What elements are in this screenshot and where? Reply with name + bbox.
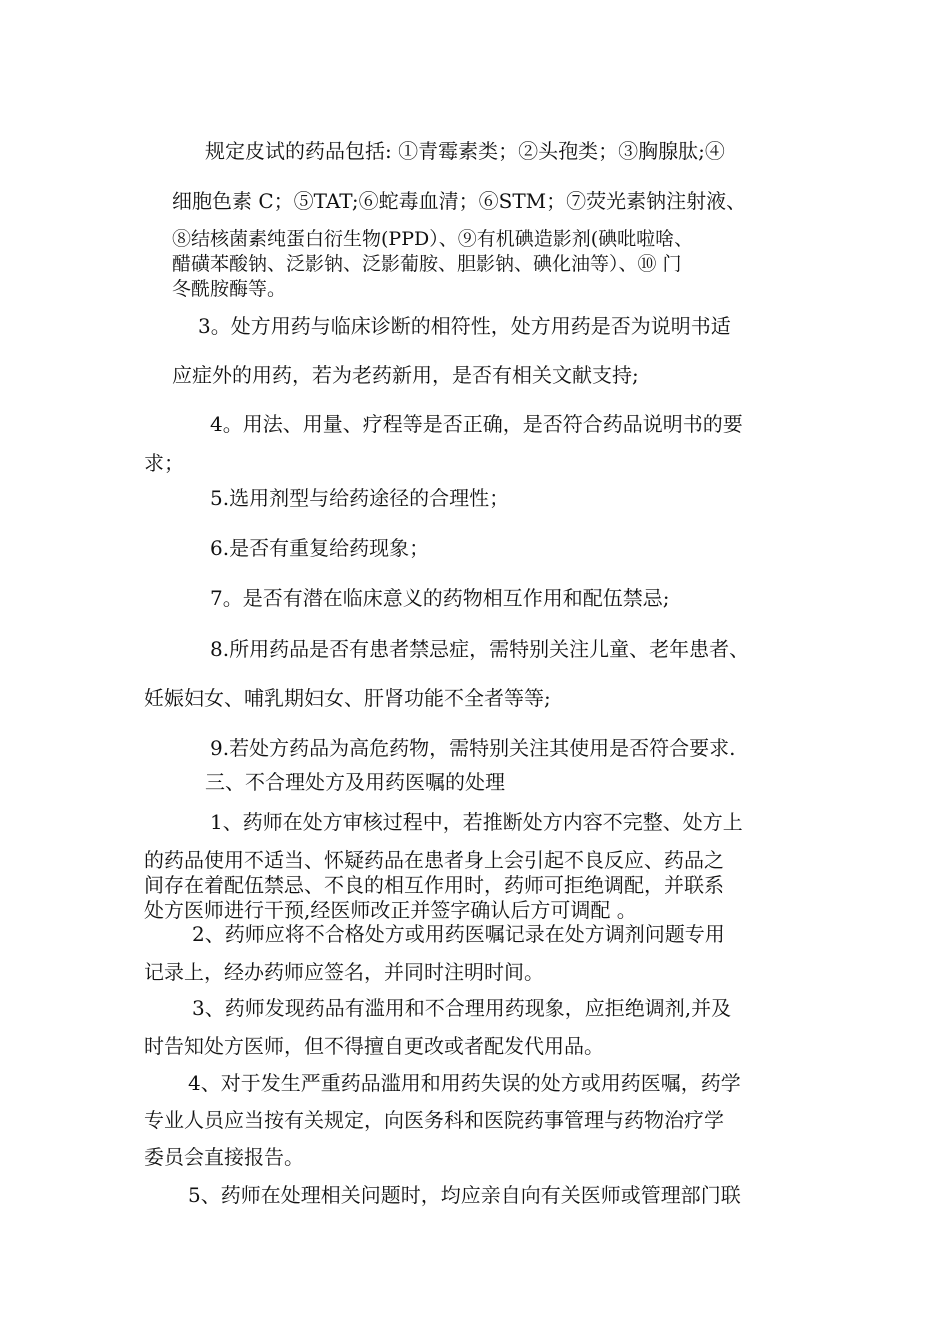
text-line: ⑧结核菌素纯蛋白衍生物(PPD）、⑨有机碘造影剂(碘吡啦啥、 <box>172 228 694 250</box>
text-line: 醋磺苯酸钠、泛影钠、泛影葡胺、胆影钠、碘化油等）、⑩ 门 <box>172 253 682 275</box>
text-line: 7。是否有潜在临床意义的药物相互作用和配伍禁忌; <box>210 586 670 610</box>
text-line: 5、药师在处理相关问题时，均应亲自向有关医师或管理部门联 <box>188 1183 741 1207</box>
text-line: 的药品使用不适当、怀疑药品在患者身上会引起不良反应、药品之 <box>144 848 724 872</box>
text-line: 5.选用剂型与给药途径的合理性； <box>210 486 510 510</box>
text-line: 8.所用药品是否有患者禁忌症，需特别关注儿童、老年患者、 <box>210 637 750 661</box>
text-line: 委员会直接报告。 <box>144 1145 304 1169</box>
text-line: 求； <box>144 451 184 475</box>
text-line: 冬酰胺酶等。 <box>172 278 287 300</box>
text-line: 9.若处方药品为高危药物，需特别关注其使用是否符合要求. <box>210 736 736 760</box>
text-line: 专业人员应当按有关规定，向医务科和医院药事管理与药物治疗学 <box>144 1108 724 1132</box>
text-line: 规定皮试的药品包括: ①青霉素类；②头孢类；③胸腺肽;④ <box>205 139 725 163</box>
text-line: 4。用法、用量、疗程等是否正确，是否符合药品说明书的要 <box>210 412 743 436</box>
text-line: 处方医师进行干预,经医师改正并签字确认后方可调配 。 <box>144 898 637 922</box>
text-line: 时告知处方医师，但不得擅自更改或者配发代用品。 <box>144 1034 604 1058</box>
text-line: 3、药师发现药品有滥用和不合理用药现象，应拒绝调剂,并及 <box>192 996 732 1020</box>
text-line: 2、药师应将不合格处方或用药医嘱记录在处方调剂问题专用 <box>192 922 725 946</box>
text-line: 记录上，经办药师应签名，并同时注明时间。 <box>144 960 544 984</box>
text-line: 细胞色素 C；⑤TAT;⑥蛇毒血清；⑥STM；⑦荧光素钠注射液、 <box>172 189 747 213</box>
text-line: 4、对于发生严重药品滥用和用药失误的处方或用药医嘱，药学 <box>188 1071 741 1095</box>
text-line: 1、药师在处方审核过程中，若推断处方内容不完整、处方上 <box>210 810 743 834</box>
text-line: 间存在着配伍禁忌、不良的相互作用时，药师可拒绝调配，并联系 <box>144 873 724 897</box>
text-line: 妊娠妇女、哺乳期妇女、肝肾功能不全者等等; <box>144 686 551 710</box>
text-line: 应症外的用药，若为老药新用，是否有相关文献支持; <box>172 363 639 387</box>
section-heading: 三、不合理处方及用药医嘱的处理 <box>205 770 505 794</box>
text-line: 6.是否有重复给药现象； <box>210 536 430 560</box>
text-line: 3。处方用药与临床诊断的相符性，处方用药是否为说明书适 <box>198 314 731 338</box>
